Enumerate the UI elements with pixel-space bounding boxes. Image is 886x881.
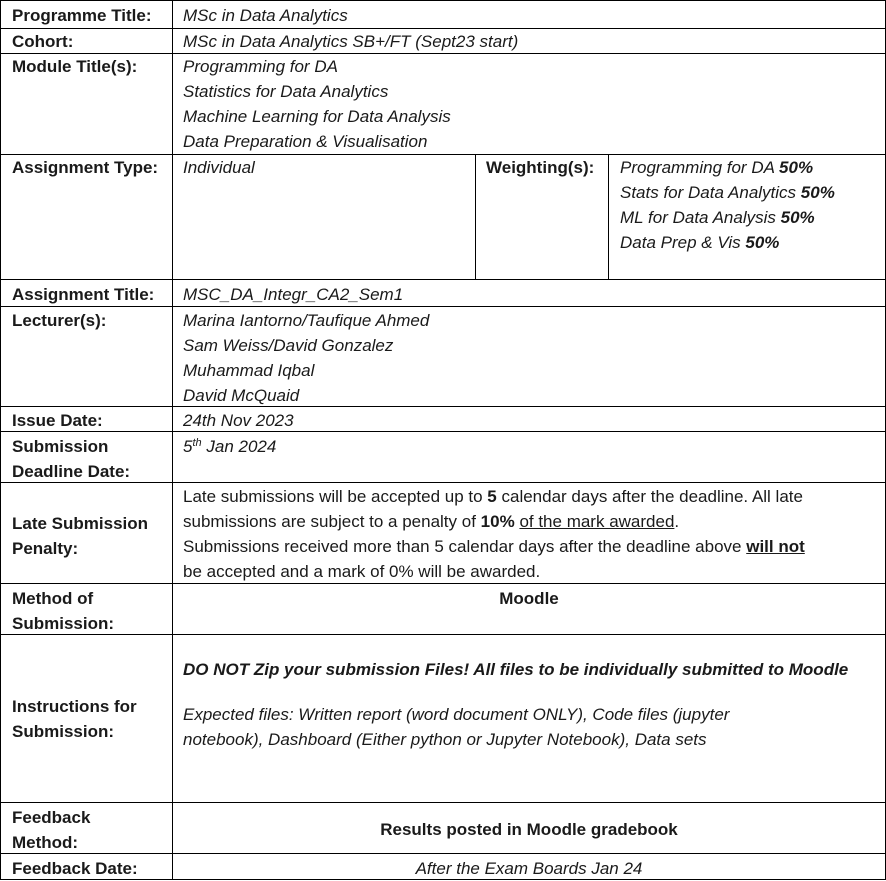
instructions-warning: DO NOT Zip your submission Files! All files to be individually submitted to Moodle (183, 660, 849, 679)
issue-date-label: Issue Date: (12, 411, 103, 430)
weightings-label: Weighting(s): (486, 158, 595, 177)
list-item: Data Preparation & Visualisation (183, 132, 428, 151)
list-item: David McQuaid (183, 386, 300, 405)
assignment-title-value: MSC_DA_Integr_CA2_Sem1 (183, 285, 404, 304)
feedback-date-label: Feedback Date: (12, 859, 138, 878)
late-penalty-text: Late submissions will be accepted up to 5 calendar days after the deadline. All late submissions are subject to a penalty of 10% of the mark awarded. Submissions received more than 5 calendar days after the deadline above will not be accepted and a mark of 0% will be awarded. (183, 487, 805, 581)
assignment-type-value: Individual (183, 158, 255, 177)
method-label: Method of Submission: (12, 589, 115, 633)
module-titles-label: Module Title(s): (12, 57, 138, 76)
list-item: Data Prep & Vis 50% (620, 233, 780, 252)
lecturers-list (173, 306, 885, 406)
module-titles-list (173, 52, 885, 152)
weightings-list (609, 153, 885, 278)
feedback-method-value: Results posted in Moodle gradebook (380, 820, 678, 839)
list-item: Programming for DA 50% (620, 158, 814, 177)
feedback-date-value: After the Exam Boards Jan 24 (415, 859, 643, 878)
issue-date-value: 24th Nov 2023 (183, 411, 294, 430)
lecturers-label: Lecturer(s): (12, 311, 107, 330)
deadline-label: Submission Deadline Date: (12, 437, 131, 481)
instructions-text: DO NOT Zip your submission Files! All files to be individually submitted to Moodle Expected files: Written report (word document ONLY), Code files (jupyter notebook), Dashboard (Either python or Jupyter Notebook), Data sets (173, 635, 885, 802)
list-item: Marina Iantorno/Taufique Ahmed (183, 311, 430, 330)
list-item: Statistics for Data Analytics (183, 82, 389, 101)
list-item: Stats for Data Analytics 50% (620, 183, 835, 202)
list-item: ML for Data Analysis 50% (620, 208, 815, 227)
list-item: Sam Weiss/David Gonzalez (183, 336, 394, 355)
list-item: Programming for DA (183, 57, 338, 76)
assignment-title-label: Assignment Title: (12, 285, 155, 304)
method-value: Moodle (499, 589, 559, 608)
instructions-label: Instructions for Submission: (12, 697, 137, 741)
list-item: Muhammad Iqbal (183, 361, 315, 380)
deadline-value: 5th Jan 2024 (183, 437, 277, 456)
cohort-value: MSc in Data Analytics SB+/FT (Sept23 start) (183, 32, 519, 51)
late-penalty-label: Late Submission Penalty: (12, 514, 149, 558)
feedback-method-label: Feedback Method: (12, 808, 91, 852)
list-item: Machine Learning for Data Analysis (183, 107, 451, 126)
programme-title-value: MSc in Data Analytics (183, 6, 348, 25)
cohort-label: Cohort: (12, 32, 74, 51)
programme-title-label: Programme Title: (12, 6, 152, 25)
assignment-type-label: Assignment Type: (12, 158, 159, 177)
